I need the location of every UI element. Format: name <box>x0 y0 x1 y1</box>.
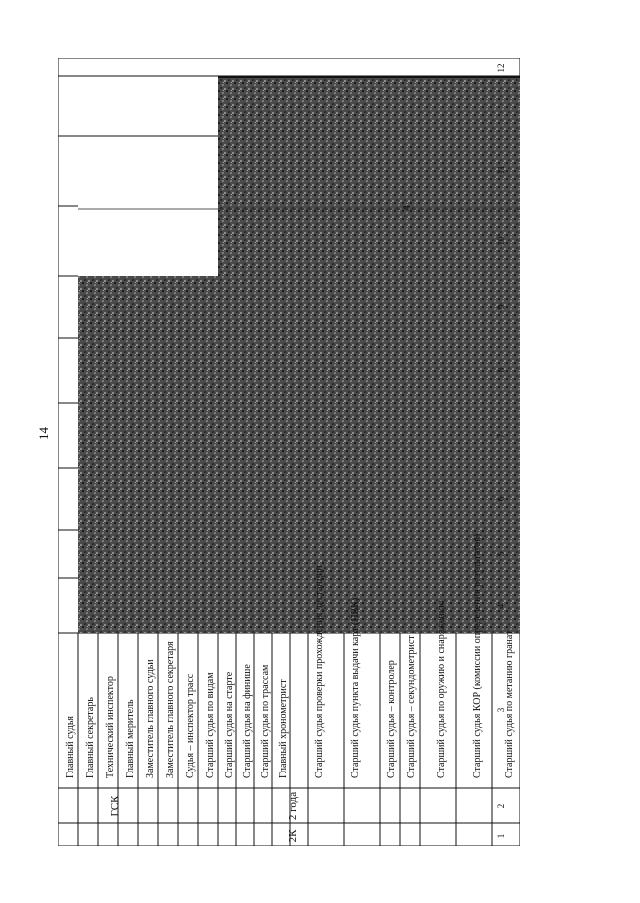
role-12: Старший судья проверки прохождения дистанции <box>314 565 325 778</box>
role-17: Старший судья КОР (комиссии определения результатов) <box>472 533 483 778</box>
role-9: Старший судья на финише <box>242 664 253 778</box>
role-14: Старший судья – контролер <box>386 660 397 778</box>
col-num-2: 2 <box>496 803 506 809</box>
role-5: Заместитель главного секретаря <box>165 641 176 778</box>
col-num-3: 3 <box>496 707 506 713</box>
role-2: Технический инспектор <box>105 676 116 778</box>
col-num-11: 11 <box>496 165 506 175</box>
col-num-10: 10 <box>496 236 506 246</box>
col-num-9: 9 <box>496 304 506 310</box>
role-13: Старший судья пункта выдачи карт (ПВК) <box>350 597 361 778</box>
rotated-table <box>58 58 520 846</box>
page-number: 14 <box>36 427 51 440</box>
col-num-8: 8 <box>496 367 506 373</box>
note-value: 4 <box>399 205 413 211</box>
role-15: Старший судья – секундометрист <box>406 635 417 778</box>
col1-value: 2К <box>287 829 299 843</box>
col-num-5: 5 <box>496 551 506 557</box>
role-1: Главный секретарь <box>85 697 96 778</box>
col2-value: 2 года <box>287 791 299 821</box>
col-num-6: 6 <box>496 496 506 502</box>
role-7: Старший судья по видам <box>205 672 216 778</box>
col-num-12: 12 <box>496 63 506 73</box>
role-11: Главный хронометрист <box>278 679 289 778</box>
role-8: Старший судья на старте <box>224 671 235 778</box>
role-10: Старший судья по трассам <box>260 664 271 778</box>
role-6: Судья – инспектор трасс <box>185 673 196 778</box>
role-0: Главный судья <box>65 715 76 778</box>
shaded-area <box>78 76 520 633</box>
role-18: Старший судья по метанию гранат <box>504 630 515 778</box>
role-3: Главный меритель <box>125 699 136 778</box>
col-num-7: 7 <box>496 433 506 439</box>
col-num-1: 1 <box>496 833 506 839</box>
col-num-4: 4 <box>496 603 506 609</box>
role-16: Старший судья по оружию и снаряжению <box>436 600 447 778</box>
gsk-label: ГСК <box>109 795 121 817</box>
role-4: Заместитель главного судьи <box>145 659 156 778</box>
